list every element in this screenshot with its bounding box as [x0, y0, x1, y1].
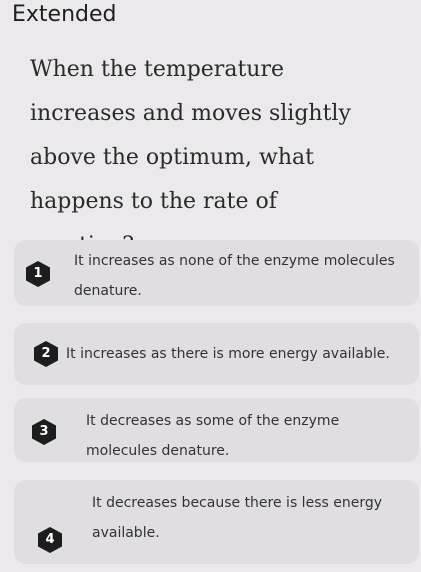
option-4-number: 4	[45, 532, 55, 547]
option-1-number: 1	[33, 266, 43, 281]
section-label: Extended	[12, 2, 117, 27]
answer-option-4[interactable]	[14, 480, 419, 564]
answer-option-1[interactable]	[14, 240, 419, 306]
option-1-badge	[24, 260, 52, 288]
option-1-text: It increases as none of the enzyme molecules denature.	[74, 253, 395, 299]
option-3-number: 3	[39, 424, 49, 439]
answer-option-3[interactable]	[14, 398, 419, 462]
option-2-badge	[32, 340, 60, 368]
question-text: When the temperature increases and moves slightly above the optimum, what happens to the rate of	[30, 57, 351, 214]
option-4-badge	[36, 526, 64, 554]
option-4-text: It decreases because there is less energy available.	[92, 495, 383, 541]
option-3-text: It decreases as some of the enzyme molecules denature.	[86, 413, 340, 459]
option-3-badge	[30, 418, 58, 446]
option-2-text: It increases as there is more energy available.	[66, 346, 390, 362]
answer-option-2[interactable]	[14, 323, 419, 385]
option-2-number: 2	[41, 346, 51, 361]
